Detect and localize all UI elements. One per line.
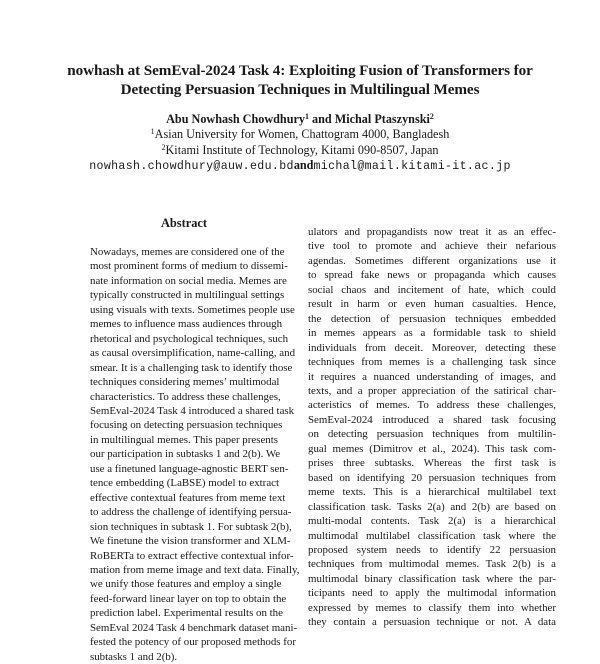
body-line: individuals from deceit. Moreover, detecting these [308, 341, 556, 354]
body-line: meme texts. This is a hierarchical multilabel text [308, 486, 556, 499]
email-1[interactable]: nowhash.chowdhury@auw.edu.bd [89, 160, 294, 174]
abstract-body [90, 245, 300, 664]
abstract-line: focusing on detecting persuasion techniques [90, 419, 283, 432]
affiliation-1-text: Asian University for Women, Chattogram 4000, Bangladesh [154, 127, 450, 142]
body-line: on detecting persuasion techniques from multilin- [308, 428, 556, 441]
body-line: they contain a persuasion technique or not. A data [308, 616, 556, 629]
abstract-line: characteristics. To address these challenges, [90, 390, 281, 403]
abstract-line: as causal oversimplification, name-calling, and [90, 347, 296, 360]
introduction-body [308, 225, 556, 630]
body-line: multi-modal contents. Task 2(a) is a hierarchical [308, 515, 556, 528]
abstract-line: typically constructed in multilingual settings [90, 289, 285, 302]
title-line-2: Detecting Persuasion Techniques in Multilingual Memes [120, 81, 480, 98]
abstract-heading: Abstract [160, 216, 208, 230]
body-line: agendas. Sometimes different organizations use it [308, 254, 556, 267]
body-line: multimodal multilabel classification task where the [308, 529, 556, 542]
body-line: in memes appears as a formidable task to shield [308, 327, 556, 340]
abstract-line: We finetune the vision transformer and XLM- [90, 535, 291, 548]
author-2-affiliation-mark: 2 [429, 112, 434, 121]
paper-title [40, 61, 560, 99]
abstract-line: our participation in subtasks 1 and 2(b). We [90, 448, 281, 461]
body-line: tive tool to promote and achieve their nefarious [308, 240, 556, 253]
title-line-1: nowhash at SemEval-2024 Task 4: Exploiting Fusion of Transformers for [67, 62, 533, 79]
author-1-affiliation-mark: 1 [304, 112, 309, 121]
body-line: multimodal binary classification task where the par- [308, 572, 556, 585]
abstract-line: fested the potency of our proposed methods for [90, 636, 296, 649]
affiliation-2-text: Kitami Institute of Technology, Kitami 090-8507, Japan [165, 142, 439, 157]
email-2[interactable]: michal@mail.kitami-it.ac.jp [313, 160, 511, 174]
body-line: ulators and propagandists now treat it as an effec- [308, 226, 556, 238]
abstract-line: memes to influence mass audiences through [90, 318, 283, 331]
author-2: Michal Ptaszynski [334, 112, 430, 126]
abstract-line: rhetorical and psychological techniques, such [90, 332, 289, 345]
body-line: expressed by memes to classify them into whether [308, 601, 556, 614]
body-line: techniques from multimodal memes. Task 2(b) is a [308, 558, 556, 571]
body-line: acteristics of memes. To address these challenges, [308, 399, 556, 412]
body-line: based on identifying 20 persuasion techniques from [308, 471, 556, 484]
author-names [40, 112, 560, 127]
abstract-line: mation from meme image and text data. Finally, [90, 563, 300, 576]
body-line: prises three subtasks. Whereas the first task is [308, 457, 556, 470]
abstract-line: effective contextual features from meme text [90, 491, 286, 504]
abstract-line: in multilingual memes. This paper presents [90, 433, 278, 446]
abstract-line: nate information on social media. Memes are [90, 274, 287, 287]
abstract-line: Nowadays, memes are considered one of the [90, 246, 285, 258]
body-line: the detection of persuasion techniques embedded [308, 312, 556, 325]
abstract-line: using visuals with texts. Sometimes people use [90, 303, 295, 316]
abstract-line: subtasks 1 and 2(b). [90, 650, 178, 663]
abstract-line: RoBERTa to extract effective contextual infor- [90, 549, 294, 562]
abstract-line: SemEval-2024 Task 4 introduced a shared task [90, 404, 295, 417]
abstract-line: smear. It is a challenging task to identify those [90, 361, 293, 374]
abstract-line: tence embedding (LaBSE) model to extract [90, 477, 280, 490]
author-and: and [312, 112, 332, 126]
abstract-line: prediction label. Experimental results on the [90, 607, 283, 620]
abstract-line: SemEval 2024 Task 4 benchmark dataset mani- [90, 621, 298, 634]
author-1: Abu Nowhash Chowdhury [166, 112, 305, 126]
abstract-line: most prominent forms of medium to dissemi- [90, 260, 288, 273]
abstract-line: use a finetuned language-agnostic BERT sen- [90, 462, 289, 475]
body-line: classification task. Tasks 2(a) and 2(b) are based on [308, 500, 556, 513]
body-line: result in harm or even human casualties. Hence, [308, 298, 556, 311]
author-block [40, 112, 560, 175]
abstract-line: to address the challenge of identifying persua- [90, 506, 292, 519]
affiliation-2-mark: 2 [161, 142, 166, 152]
abstract-line: feed-forward linear layer on top to obtain the [90, 592, 287, 605]
body-line: it requires a nuanced understanding of images, and [308, 370, 556, 383]
abstract-line: we unify those features and employ a single [90, 578, 282, 591]
author-emails [40, 158, 560, 174]
affiliation-1 [40, 127, 560, 142]
email-and: and [293, 158, 314, 173]
affiliation-2 [40, 143, 560, 158]
affiliation-1-mark: 1 [150, 127, 155, 137]
body-line: proposed system needs to identify 22 persuasion [308, 543, 556, 556]
abstract-line: techniques considering memes’ multimodal [90, 376, 280, 389]
body-line: social chaos and incitement of hate, which could [308, 283, 556, 296]
body-line: ticipants need to apply the multimodal information [308, 587, 556, 600]
abstract-line: sion techniques in subtask 1. For subtask 2(b), [90, 520, 292, 533]
body-line: texts, and a proper appreciation of the satirical char- [308, 384, 556, 397]
body-line: to spread fake news or propaganda which causes [308, 269, 556, 282]
body-line: techniques from memes is a challenging task since [308, 356, 556, 369]
citation-line: gual memes (Dimitrov et al., 2024). This task com- [308, 442, 556, 455]
body-line: SemEval-2024 introduced a shared task focusing [308, 413, 556, 426]
